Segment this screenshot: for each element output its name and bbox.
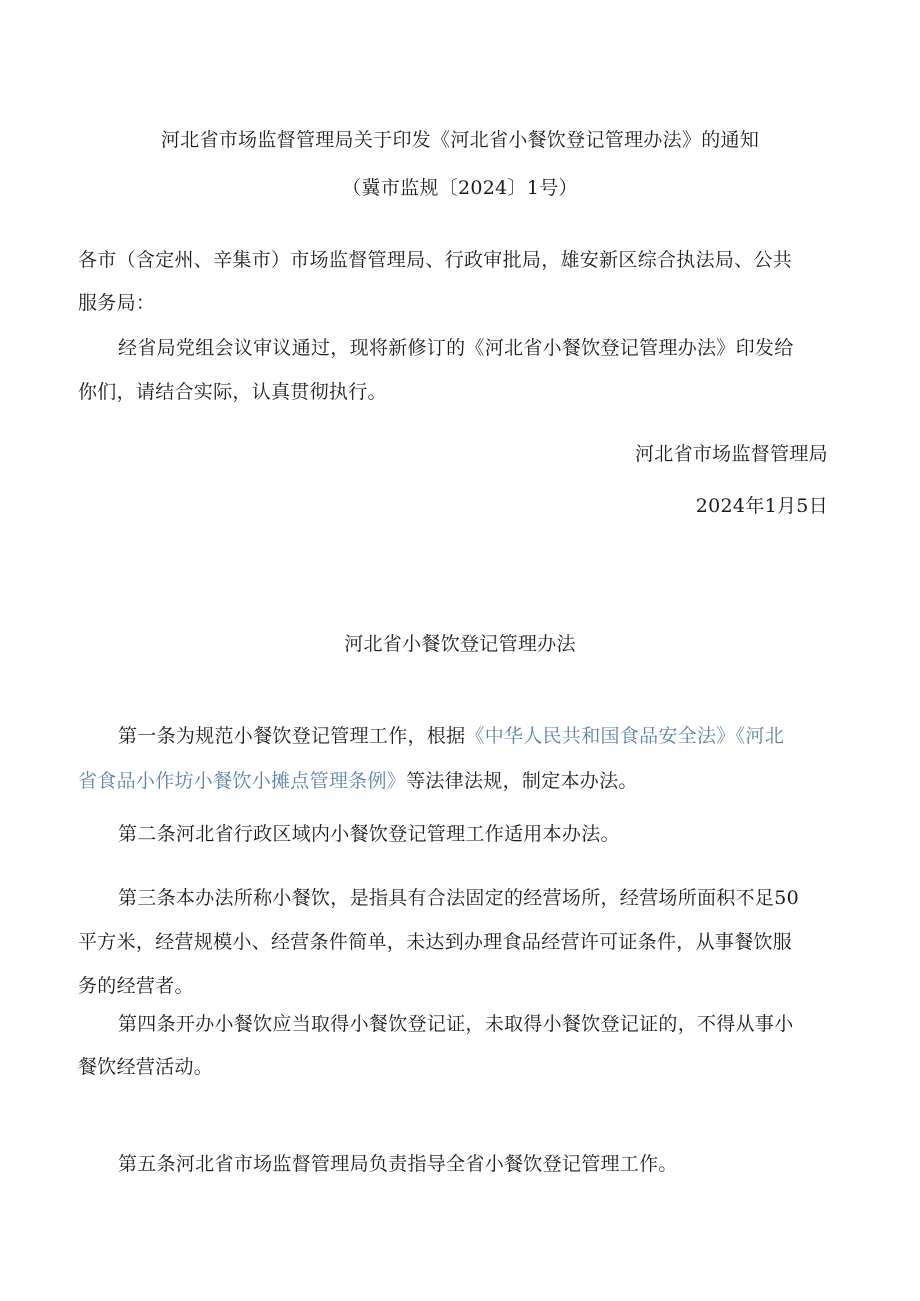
notice-body-line-2: 你们，请结合实际，认真贯彻执行。 <box>78 381 387 403</box>
article-3-line-3: 务的经营者。 <box>78 975 194 997</box>
article-1-line-2 <box>78 769 638 793</box>
article-5: 第五条河北省市场监督管理局负责指导全省小餐饮登记管理工作。 <box>118 1153 678 1175</box>
regulation-title: 河北省小餐饮登记管理办法 <box>344 633 576 655</box>
article-1-prefix: 第一条为规范小餐饮登记管理工作，根据 <box>118 725 466 747</box>
notice-title: 河北省市场监督管理局关于印发《河北省小餐饮登记管理办法》的通知 <box>160 129 760 151</box>
article-1-line-1 <box>118 724 784 748</box>
article-3-line-2: 平方米，经营规模小、经营条件简单，未达到办理食品经营许可证条件，从事餐饮服 <box>78 931 793 953</box>
food-safety-law-link[interactable]: 《中华人民共和国食品安全法》 <box>465 725 736 747</box>
article-4-line-1: 第四条开办小餐饮应当取得小餐饮登记证，未取得小餐饮登记证的，不得从事小 <box>118 1013 794 1035</box>
hebei-regulation-link-part-2[interactable]: 省食品小作坊小餐饮小摊点管理条例》 <box>78 770 407 792</box>
notice-body-line-1: 经省局党组会议审议通过，现将新修订的《河北省小餐饮登记管理办法》印发给 <box>118 337 794 359</box>
date: 2024年1月5日 <box>695 495 828 517</box>
article-4-line-2: 餐饮经营活动。 <box>78 1056 214 1078</box>
article-3-line-1: 第三条本办法所称小餐饮，是指具有合法固定的经营场所，经营场所面积不足50 <box>118 887 799 909</box>
article-1-suffix: 等法律法规，制定本办法。 <box>406 770 638 792</box>
hebei-regulation-link-part-1[interactable]: 《河北 <box>735 725 785 747</box>
article-2: 第二条河北省行政区域内小餐饮登记管理工作适用本办法。 <box>118 823 620 845</box>
signer: 河北省市场监督管理局 <box>634 443 828 465</box>
addressee-line-2: 服务局： <box>78 292 156 314</box>
doc-number: （冀市监规〔2024〕1号） <box>342 177 578 199</box>
addressee-line-1: 各市（含定州、辛集市）市场监督管理局、行政审批局，雄安新区综合执法局、公共 <box>78 249 793 271</box>
